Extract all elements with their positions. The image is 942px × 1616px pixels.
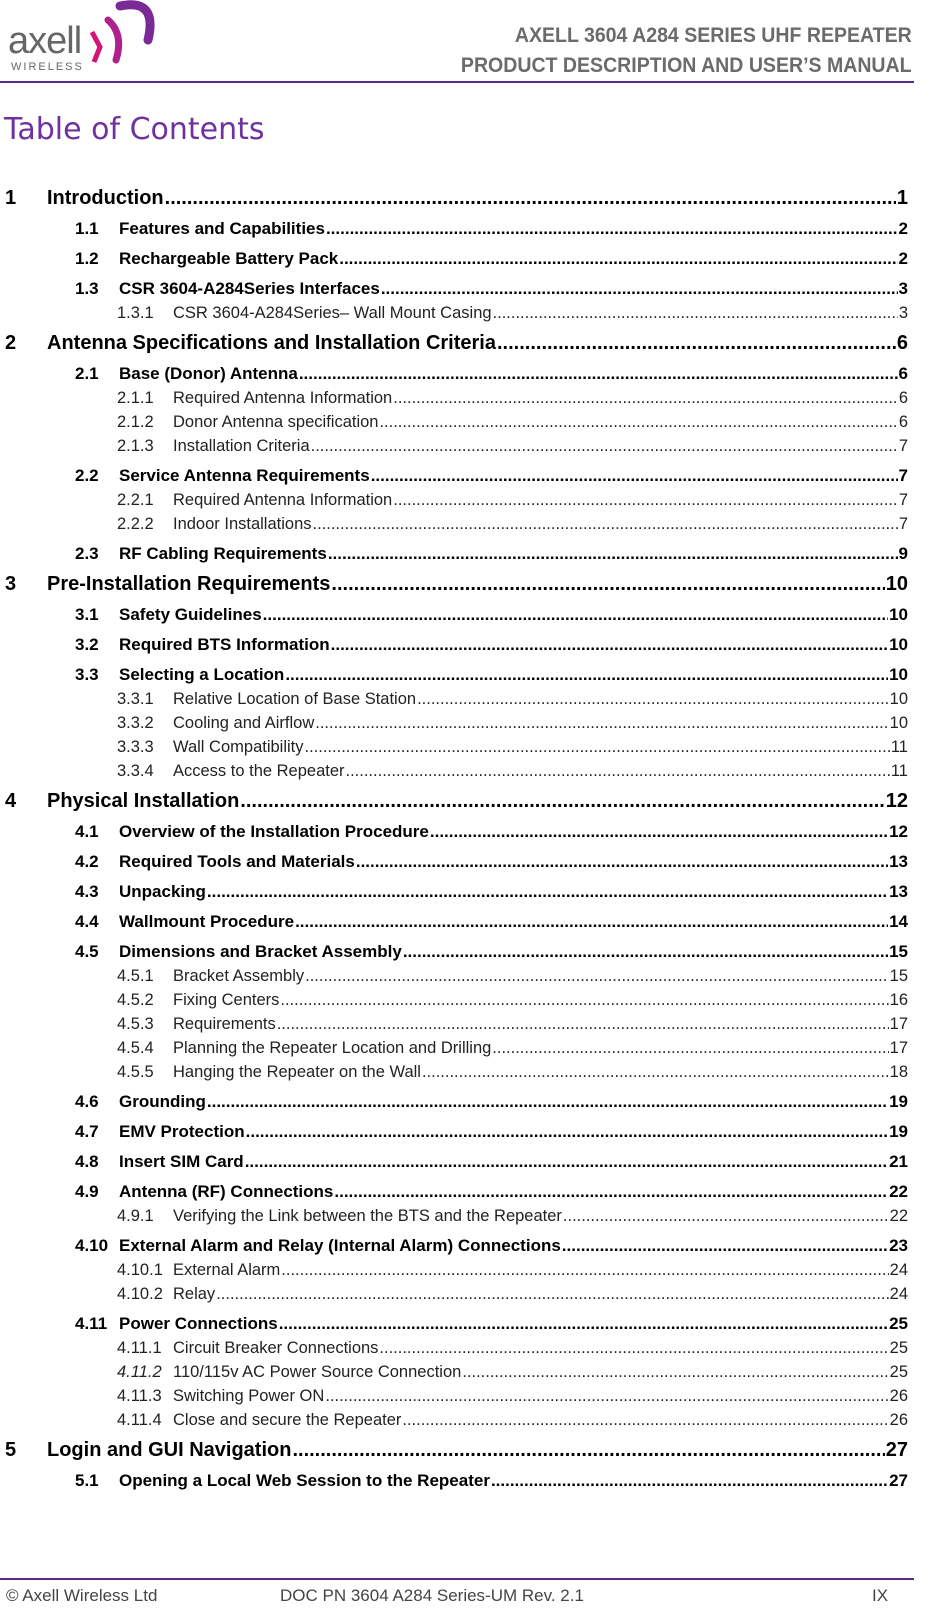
toc-entry-title: Circuit Breaker Connections [173, 1339, 379, 1357]
footer-copyright: © Axell Wireless Ltd [6, 1586, 158, 1605]
toc-entry[interactable] [0, 186, 908, 211]
toc-dot-leader [346, 759, 890, 783]
toc-entry[interactable] [0, 488, 908, 512]
toc-dot-leader [462, 1360, 888, 1384]
toc-entry-number: 4.11.4 [117, 1411, 162, 1429]
toc-dot-leader [285, 663, 888, 687]
toc-entry-title: Close and secure the Repeater [173, 1411, 402, 1429]
toc-entry-page: 25 [889, 1314, 908, 1333]
toc-entry-title: Antenna (RF) Connections [119, 1182, 334, 1201]
toc-entry-title: Login and GUI Navigation [47, 1439, 292, 1461]
toc-dot-leader [263, 603, 888, 627]
toc-entry-number: 2.2 [75, 466, 99, 485]
toc-entry[interactable] [0, 759, 908, 783]
toc-dot-leader [417, 687, 889, 711]
toc-entry-page: 12 [889, 822, 908, 841]
toc-entry-number: 4.5.1 [117, 967, 154, 985]
toc-entry-page: 13 [889, 882, 908, 901]
toc-entry[interactable] [0, 512, 908, 536]
toc-entry-page: 2 [898, 249, 908, 268]
toc-entry-title: Rechargeable Battery Pack [119, 249, 339, 268]
toc-entry-number: 3.1 [75, 605, 99, 624]
toc-dot-leader [328, 542, 898, 566]
toc-entry-page: 14 [889, 912, 908, 931]
toc-entry-number: 3.3.3 [117, 738, 154, 756]
toc-entry-number: 4.11.2 [117, 1363, 162, 1381]
toc-entry[interactable] [0, 964, 908, 988]
toc-entry-page: 15 [889, 967, 908, 985]
toc-entry-title: Planning the Repeater Location and Drilling [173, 1039, 492, 1057]
toc-entry[interactable] [0, 711, 908, 735]
toc-entry[interactable] [0, 789, 908, 814]
toc-entry[interactable] [0, 1258, 908, 1282]
toc-entry-page: 26 [889, 1387, 908, 1405]
toc-entry-page: 2 [898, 219, 908, 238]
toc-entry-page: 7 [898, 515, 908, 533]
toc-entry-number: 2.1.2 [117, 413, 154, 431]
footer-doc-number: DOC PN 3604 A284 Series-UM Rev. 2.1 [280, 1586, 584, 1605]
toc-entry-title: External Alarm and Relay (Internal Alarm) Connections [119, 1236, 561, 1255]
toc-entry-number: 4.10.2 [117, 1285, 163, 1303]
toc-entry-page: 27 [889, 1471, 908, 1490]
toc-entry-number: 2.3 [75, 544, 99, 563]
toc-entry[interactable] [0, 362, 908, 386]
toc-entry[interactable] [0, 603, 908, 627]
toc-entry-number: 4.5.4 [117, 1039, 154, 1057]
toc-entry-number: 2.2.1 [117, 491, 154, 509]
toc-entry-page: 16 [889, 991, 908, 1009]
toc-dot-leader [165, 186, 896, 211]
toc-entry[interactable] [0, 1312, 908, 1336]
toc-entry-number: 5.1 [75, 1471, 99, 1490]
toc-entry-title: Fixing Centers [173, 991, 280, 1009]
toc-dot-leader [245, 1150, 888, 1174]
toc-entry-title: CSR 3604-A284Series Interfaces [119, 279, 380, 298]
toc-entry[interactable] [0, 1360, 908, 1384]
toc-entry-title: Cooling and Airflow [173, 714, 315, 732]
toc-entry-number: 3.3 [75, 665, 99, 684]
toc-entry[interactable] [0, 1336, 908, 1360]
toc-entry-number: 2 [5, 332, 17, 354]
axell-wireless-logo [8, 0, 158, 78]
toc-entry[interactable] [0, 633, 908, 657]
toc-entry-number: 1.3.1 [117, 304, 154, 322]
toc-entry-number: 4.10.1 [117, 1261, 163, 1279]
toc-entry-number: 4.11 [75, 1314, 108, 1333]
toc-entry[interactable] [0, 910, 908, 934]
toc-entry-title: Access to the Repeater [173, 762, 345, 780]
toc-entry-number: 4.5.5 [117, 1063, 154, 1081]
toc-entry[interactable] [0, 687, 908, 711]
toc-dot-leader [562, 1234, 888, 1258]
page-title: Table of Contents [4, 112, 265, 147]
toc-entry[interactable] [0, 1090, 908, 1114]
toc-entry-page: 6 [898, 413, 908, 431]
toc-entry-page: 26 [889, 1411, 908, 1429]
toc-entry-number: 1.2 [75, 249, 99, 268]
toc-dot-leader [281, 1258, 888, 1282]
toc-entry[interactable] [0, 1234, 908, 1258]
toc-dot-leader [393, 386, 898, 410]
toc-entry-page: 6 [898, 389, 908, 407]
toc-entry-page: 19 [889, 1122, 908, 1141]
toc-entry-title: Power Connections [119, 1314, 278, 1333]
toc-entry-page: 3 [898, 304, 908, 322]
toc-entry[interactable] [0, 1180, 908, 1204]
toc-dot-leader [379, 410, 897, 434]
toc-dot-leader [313, 512, 898, 536]
toc-entry-number: 1.3 [75, 279, 99, 298]
toc-entry-number: 5 [5, 1439, 17, 1461]
toc-dot-leader [305, 735, 890, 759]
toc-entry[interactable] [0, 735, 908, 759]
toc-entry-number: 4.3 [75, 882, 99, 901]
toc-entry-page: 6 [898, 364, 908, 383]
toc-entry-number: 4.5 [75, 942, 99, 961]
toc-dot-leader [371, 464, 898, 488]
toc-entry-page: 22 [889, 1207, 908, 1225]
toc-entry[interactable] [0, 1120, 908, 1144]
toc-entry-page: 21 [889, 1152, 908, 1171]
toc-entry-number: 3 [5, 573, 17, 595]
toc-dot-leader [295, 910, 888, 934]
toc-entry-page: 11 [890, 738, 908, 756]
toc-entry-page: 3 [898, 279, 908, 298]
toc-entry-title: Introduction [47, 187, 164, 209]
toc-entry-page: 10 [889, 635, 908, 654]
logo-text: axell [8, 20, 82, 62]
toc-entry[interactable] [0, 663, 908, 687]
toc-entry-page: 17 [889, 1039, 908, 1057]
toc-entry-title: Installation Criteria [173, 437, 310, 455]
toc-entry-title: Required BTS Information [119, 635, 330, 654]
toc-entry-page: 17 [889, 1015, 908, 1033]
toc-entry-title: Physical Installation [47, 790, 240, 812]
toc-entry-page: 19 [889, 1092, 908, 1111]
toc-entry-page: 23 [889, 1236, 908, 1255]
toc-entry[interactable] [0, 1060, 908, 1084]
toc-entry-page: 7 [898, 491, 908, 509]
toc-entry-title: Antenna Specifications and Installation Criteria [47, 332, 496, 354]
toc-entry-number: 4.5.2 [117, 991, 154, 1009]
toc-dot-leader [207, 1090, 888, 1114]
toc-entry-title: Base (Donor) Antenna [119, 364, 298, 383]
toc-entry-title: Dimensions and Bracket Assembly [119, 942, 402, 961]
toc-dot-leader [403, 940, 888, 964]
toc-entry-number: 4.8 [75, 1152, 99, 1171]
toc-dot-leader [326, 217, 898, 241]
toc-entry-page: 24 [889, 1285, 908, 1303]
toc-entry-number: 3.3.1 [117, 690, 154, 708]
toc-entry-title: Donor Antenna specification [173, 413, 379, 431]
toc-entry-page: 13 [889, 852, 908, 871]
toc-dot-leader [277, 1012, 889, 1036]
toc-dot-leader [246, 1120, 888, 1144]
toc-dot-leader [334, 1180, 888, 1204]
toc-entry[interactable] [0, 880, 908, 904]
toc-entry-title: Pre-Installation Requirements [47, 573, 331, 595]
toc-entry[interactable] [0, 1204, 908, 1228]
toc-entry[interactable] [0, 572, 908, 597]
toc-entry-title: Hanging the Repeater on the Wall [173, 1063, 421, 1081]
toc-entry-title: RF Cabling Requirements [119, 544, 327, 563]
toc-entry[interactable] [0, 301, 908, 325]
toc-entry-page: 15 [889, 942, 908, 961]
toc-dot-leader [493, 301, 898, 325]
toc-entry[interactable] [0, 542, 908, 566]
toc-entry[interactable] [0, 277, 908, 301]
toc-entry-title: Relative Location of Base Station [173, 690, 417, 708]
toc-dot-leader [292, 1438, 884, 1463]
toc-entry-number: 4.7 [75, 1122, 99, 1141]
toc-entry[interactable] [0, 410, 908, 434]
toc-entry-number: 1 [5, 187, 17, 209]
toc-entry-number: 2.1.3 [117, 437, 154, 455]
toc-dot-leader [240, 789, 884, 814]
toc-entry-title: Overview of the Installation Procedure [119, 822, 429, 841]
toc-entry[interactable] [0, 464, 908, 488]
footer-rule [0, 1578, 914, 1580]
toc-dot-leader [491, 1469, 888, 1493]
toc-entry-title: Requirements [173, 1015, 276, 1033]
toc-entry-number: 4.9.1 [117, 1207, 154, 1225]
toc-entry[interactable] [0, 820, 908, 844]
toc-entry-title: Safety Guidelines [119, 605, 262, 624]
toc-dot-leader [311, 434, 898, 458]
toc-dot-leader [299, 362, 898, 386]
toc-entry-page: 24 [889, 1261, 908, 1279]
toc-entry-number: 3.3.2 [117, 714, 154, 732]
toc-entry-number: 4.11.3 [117, 1387, 162, 1405]
toc-entry-number: 4 [5, 790, 17, 812]
toc-entry-number: 2.1 [75, 364, 99, 383]
toc-entry-page: 9 [898, 544, 908, 563]
toc-entry-title: Insert SIM Card [119, 1152, 244, 1171]
toc-entry[interactable] [0, 434, 908, 458]
toc-entry[interactable] [0, 247, 908, 271]
toc-entry-title: Features and Capabilities [119, 219, 325, 238]
toc-entry-number: 1.1 [75, 219, 99, 238]
toc-dot-leader [381, 277, 898, 301]
toc-entry-title: Opening a Local Web Session to the Repeater [119, 1471, 490, 1490]
toc-entry-number: 4.1 [75, 822, 99, 841]
toc-dot-leader [305, 964, 889, 988]
toc-entry-number: 4.5.3 [117, 1015, 154, 1033]
toc-entry[interactable] [0, 386, 908, 410]
toc-entry-number: 4.6 [75, 1092, 99, 1111]
toc-entry-page: 10 [889, 714, 908, 732]
toc-entry-title: Required Tools and Materials [119, 852, 355, 871]
toc-entry[interactable] [0, 850, 908, 874]
toc-dot-leader [356, 850, 888, 874]
toc-entry-page: 6 [896, 332, 908, 354]
toc-entry-title: Selecting a Location [119, 665, 285, 684]
toc-entry-number: 2.1.1 [117, 389, 154, 407]
header-title: AXELL 3604 A284 SERIES UHF REPEATER [515, 24, 912, 47]
toc-entry[interactable] [0, 1469, 908, 1493]
toc-entry-number: 4.2 [75, 852, 99, 871]
toc-entry-page: 7 [898, 437, 908, 455]
toc-entry-page: 10 [889, 690, 908, 708]
toc-dot-leader [492, 1036, 888, 1060]
toc-dot-leader [325, 1384, 888, 1408]
toc-dot-leader [422, 1060, 889, 1084]
toc-entry[interactable] [0, 1282, 908, 1306]
toc-entry-number: 4.10 [75, 1236, 109, 1255]
toc-entry-number: 2.2.2 [117, 515, 154, 533]
toc-entry-title: Wallmount Procedure [119, 912, 295, 931]
toc-entry-page: 22 [889, 1182, 908, 1201]
toc-dot-leader [379, 1336, 888, 1360]
toc-dot-leader [280, 988, 888, 1012]
toc-entry-title: Required Antenna Information [173, 389, 393, 407]
toc-entry[interactable] [0, 988, 908, 1012]
toc-entry[interactable] [0, 1150, 908, 1174]
toc-entry-page: 25 [889, 1363, 908, 1381]
toc-entry-title: 110/115v AC Power Source Connection [173, 1363, 462, 1381]
toc-entry[interactable] [0, 331, 908, 356]
toc-entry[interactable] [0, 1408, 908, 1432]
toc-entry-title: Required Antenna Information [173, 491, 393, 509]
toc-dot-leader [331, 572, 884, 597]
toc-entry-number: 3.2 [75, 635, 99, 654]
toc-dot-leader [207, 880, 888, 904]
toc-entry[interactable] [0, 1384, 908, 1408]
toc-dot-leader [497, 331, 896, 356]
toc-entry-page: 10 [889, 665, 908, 684]
toc-dot-leader [331, 633, 888, 657]
table-of-contents [0, 180, 908, 1493]
toc-entry-title: External Alarm [173, 1261, 281, 1279]
toc-entry-number: 4.11.1 [117, 1339, 162, 1357]
toc-entry[interactable] [0, 1012, 908, 1036]
header-subtitle: PRODUCT DESCRIPTION AND USER’S MANUAL [461, 54, 912, 77]
toc-entry-title: Relay [173, 1285, 216, 1303]
toc-entry-page: 7 [898, 466, 908, 485]
toc-entry-number: 3.3.4 [117, 762, 154, 780]
toc-dot-leader [430, 820, 888, 844]
header-rule [0, 81, 914, 83]
toc-dot-leader [402, 1408, 888, 1432]
toc-entry-page: 1 [896, 187, 908, 209]
toc-entry-title: Wall Compatibility [173, 738, 304, 756]
toc-entry-title: Bracket Assembly [173, 967, 305, 985]
toc-entry-page: 11 [890, 762, 908, 780]
toc-entry-title: Switching Power ON [173, 1387, 325, 1405]
toc-entry-page: 27 [885, 1439, 908, 1461]
toc-entry-number: 4.4 [75, 912, 99, 931]
toc-dot-leader [216, 1282, 888, 1306]
toc-entry-title: CSR 3604-A284Series– Wall Mount Casing [173, 304, 492, 322]
toc-entry-title: Unpacking [119, 882, 206, 901]
toc-entry-page: 25 [889, 1339, 908, 1357]
toc-entry-title: Grounding [119, 1092, 206, 1111]
toc-entry-title: EMV Protection [119, 1122, 245, 1141]
toc-entry-title: Service Antenna Requirements [119, 466, 370, 485]
toc-dot-leader [563, 1204, 889, 1228]
toc-dot-leader [393, 488, 898, 512]
toc-dot-leader [279, 1312, 888, 1336]
toc-entry[interactable] [0, 217, 908, 241]
toc-entry-title: Verifying the Link between the BTS and the Repeater [173, 1207, 562, 1225]
toc-entry-page: 12 [885, 790, 908, 812]
logo-subtext: WIRELESS [11, 61, 84, 73]
toc-dot-leader [315, 711, 888, 735]
toc-entry-page: 10 [885, 573, 908, 595]
toc-entry-page: 10 [889, 605, 908, 624]
toc-entry-title: Indoor Installations [173, 515, 312, 533]
toc-entry-page: 18 [889, 1063, 908, 1081]
toc-dot-leader [339, 247, 897, 271]
toc-entry[interactable] [0, 1438, 908, 1463]
toc-entry[interactable] [0, 1036, 908, 1060]
toc-entry[interactable] [0, 940, 908, 964]
toc-entry-number: 4.9 [75, 1182, 99, 1201]
footer-page-number: IX [872, 1586, 889, 1605]
